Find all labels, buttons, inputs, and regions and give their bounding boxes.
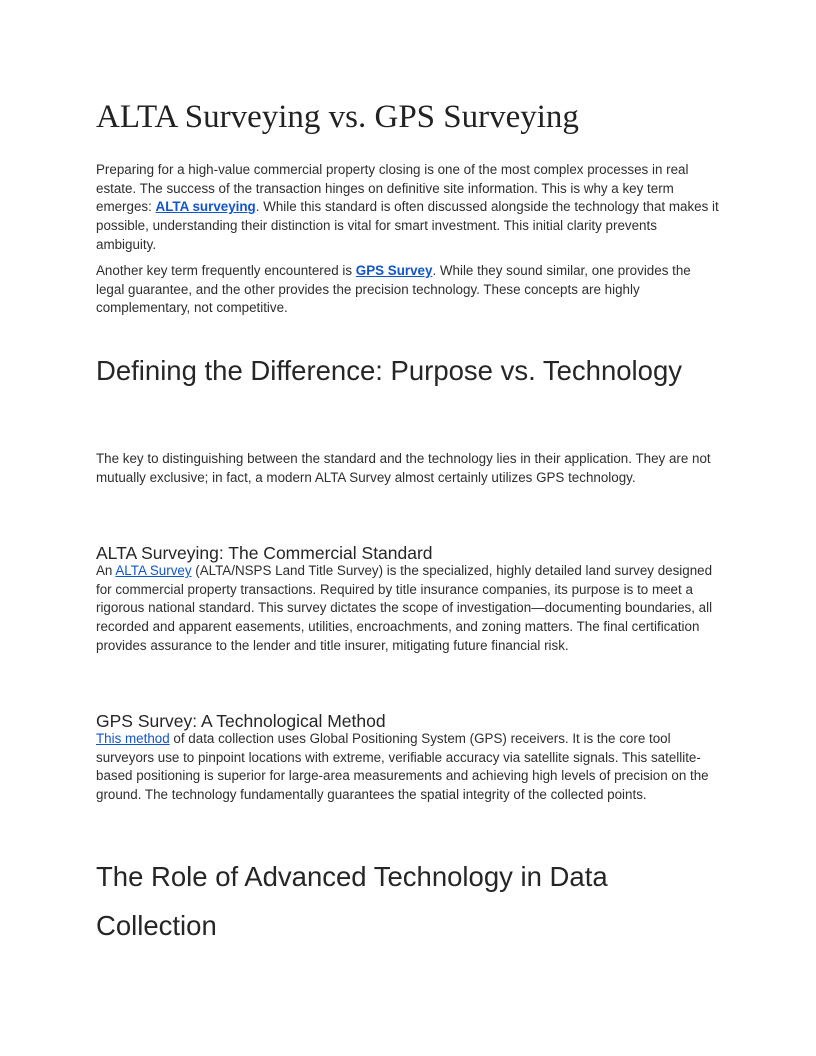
- intro-2-text-after: . While they sound similar, one provides the legal guarantee, and the other provides the precision technology. These concepts are highly complementary, not competitive.: [96, 263, 691, 316]
- section-heading-difference: Defining the Difference: Purpose vs. Technology: [96, 355, 682, 386]
- section-heading-advanced-technology: The Role of Advanced Technology in Data Collection: [96, 861, 608, 941]
- alta-standard-paragraph: [96, 562, 720, 656]
- section-difference-paragraph: The key to distinguishing between the standard and the technology lies in their application. They are not mutually exclusive; in fact, a modern ALTA Survey almost certainly utilizes GPS technology.: [96, 451, 711, 485]
- gps-text-after: of data collection uses Global Positioning System (GPS) receivers. It is the core tool surveyors use to pinpoint locations with extreme, verifiable accuracy via satellite signals. This satellite-based positioning is superior for large-area measurements and achieving high levels of precision on the ground. The technology fundamentally guarantees the spatial integrity of the collected points.: [96, 731, 709, 803]
- intro-paragraph-1: [96, 161, 720, 255]
- gps-survey-link[interactable]: GPS Survey: [355, 263, 433, 278]
- alta-text-after: (ALTA/NSPS Land Title Survey) is the specialized, highly detailed land survey designed for commercial property transactions. Required by title insurance companies, its purpose is to meet a rigorous national standard. This survey dictates the scope of investigation—documenting boundaries, all recorded and apparent easements, utilities, encroachments, and zoning matters. The final certification provides assurance to the lender and title insurer, mitigating future financial risk.: [96, 563, 713, 653]
- document-title: ALTA Surveying vs. GPS Surveying: [96, 99, 579, 135]
- alta-text-before: An: [96, 563, 116, 578]
- subheading-alta-standard: ALTA Surveying: The Commercial Standard: [96, 543, 433, 563]
- intro-1-text-before: Preparing for a high-value commercial property closing is one of the most complex processes in real estate. The success of the transaction hinges on definitive site information. This is why a key term emerges:: [96, 162, 689, 215]
- intro-2-text-before: Another key term frequently encountered is: [96, 263, 356, 278]
- gps-method-paragraph: [96, 730, 720, 805]
- subheading-gps-method: GPS Survey: A Technological Method: [96, 711, 386, 731]
- intro-paragraph-2: [96, 262, 720, 318]
- intro-1-text-after: . While this standard is often discussed alongside the technology that makes it possible, understanding their distinction is vital for smart investment. This initial clarity prevents ambiguity.: [96, 199, 719, 252]
- this-method-link[interactable]: This method: [96, 731, 170, 746]
- alta-surveying-link[interactable]: ALTA surveying: [155, 199, 256, 215]
- alta-survey-link[interactable]: ALTA Survey: [115, 563, 192, 578]
